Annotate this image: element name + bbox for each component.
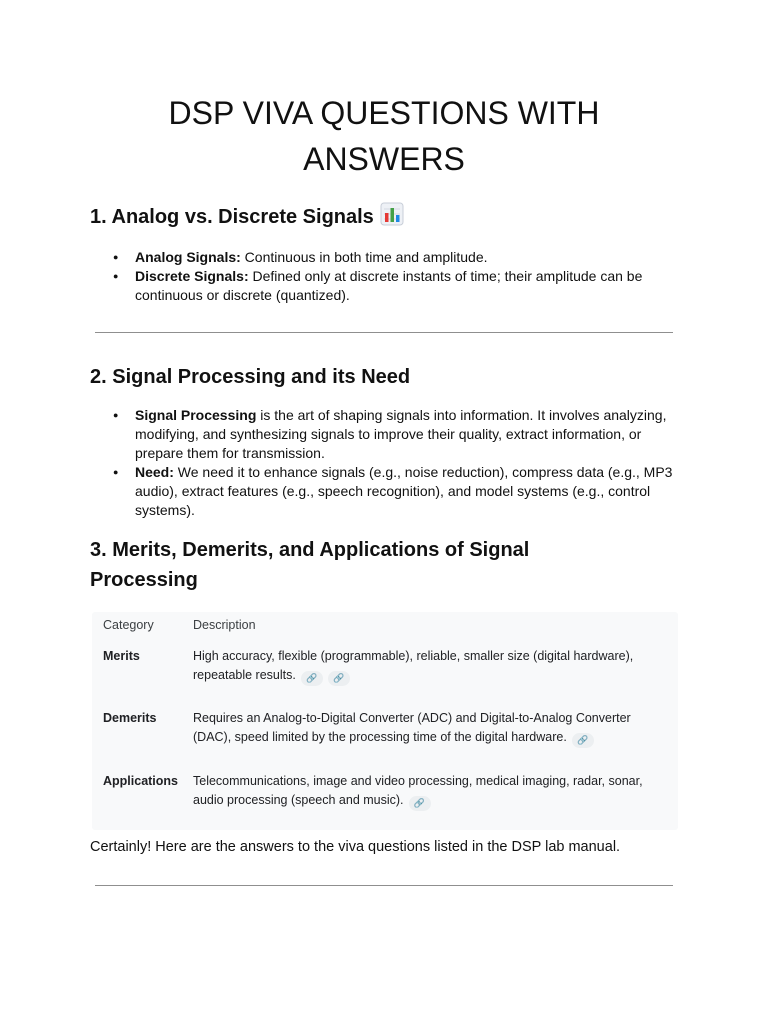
section-1-heading: 1. Analog vs. Discrete Signals [90,202,690,235]
link-icon[interactable]: 🔗 [409,796,431,811]
closing-paragraph: Certainly! Here are the answers to the viva questions listed in the DSP lab manual. [90,839,621,855]
section-1-list [90,248,680,305]
table-cell-category: Merits [103,649,140,663]
list-item: ● Analog Signals: Continuous in both time and amplitude. [90,248,680,267]
table-cell-description: Requires an Analog-to-Digital Converter (ADC) and Digital-to-Analog Converter (DAC), speed limited by the processing time of the digital hardware. 🔗 [193,709,653,748]
table-cell-category: Applications [103,774,179,788]
table-header-description: Description [193,618,256,632]
section-3-heading: 3. Merits, Demerits, and Applications of Signal Processing [90,539,530,591]
table-cell-description: Telecommunications, image and video processing, medical imaging, radar, sonar, audio processing (speech and music). 🔗 [193,772,653,811]
link-icon[interactable]: 🔗 [572,733,594,748]
divider [95,332,673,333]
info-table [92,612,678,830]
list-item: ● Need: We need it to enhance signals (e.g., noise reduction), compress data (e.g., MP3 audio), extract features (e.g., speech recognition), and model systems (e.g., control systems). [90,463,680,520]
bar-chart-icon [380,202,404,235]
link-icon[interactable]: 🔗 [301,671,323,686]
list-item: ● Signal Processing is the art of shaping signals into information. It involves analyzing, modifying, and synthesizing signals to improve their quality, extract information, or prepare them for transmission. [90,406,680,463]
list-item: ● Discrete Signals: Defined only at discrete instants of time; their amplitude can be continuous or discrete (quantized). [90,267,680,305]
table-header-category: Category [103,618,154,632]
section-2-list [90,406,680,520]
divider [95,885,673,886]
link-icon[interactable]: 🔗 [328,671,350,686]
document-title: DSP VIVA QUESTIONS WITH ANSWERS [168,95,600,177]
table-cell-category: Demerits [103,711,157,725]
section-2-heading: 2. Signal Processing and its Need [90,366,411,388]
table-cell-description: High accuracy, flexible (programmable), reliable, smaller size (digital hardware), repeatable results. 🔗 🔗 [193,647,653,686]
